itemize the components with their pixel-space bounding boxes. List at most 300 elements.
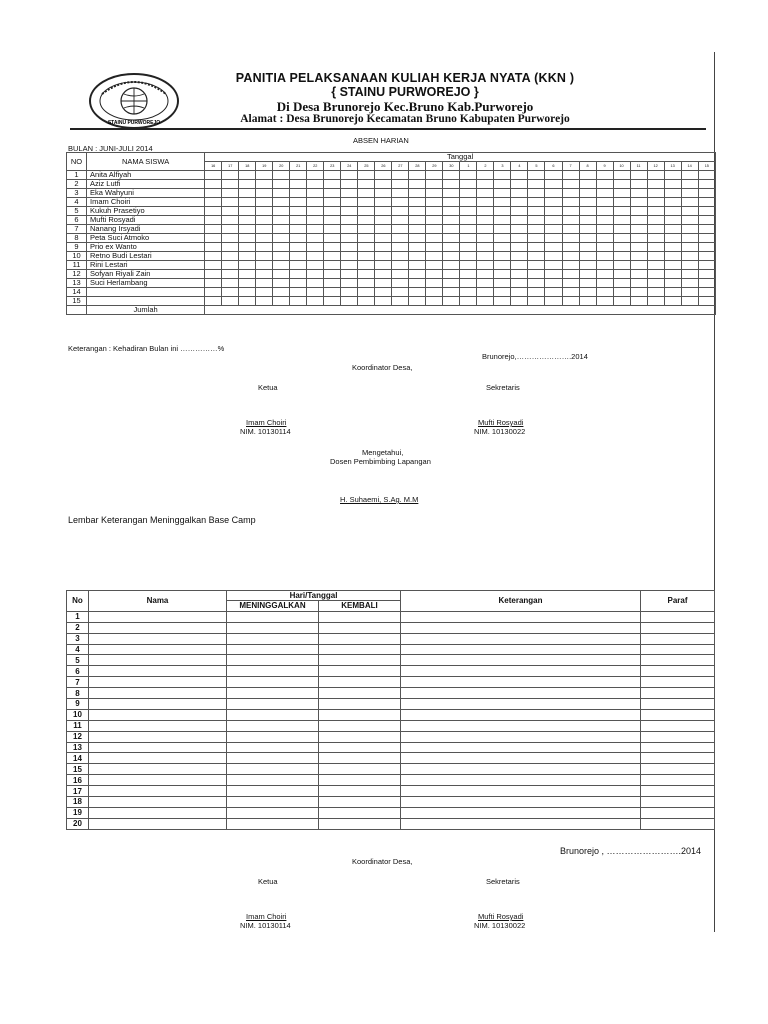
attendance-cell[interactable] <box>358 243 375 252</box>
attendance-cell[interactable] <box>613 216 630 225</box>
attendance-cell[interactable] <box>596 180 613 189</box>
nama-cell[interactable] <box>89 611 227 622</box>
attendance-cell[interactable] <box>307 252 324 261</box>
keterangan-cell[interactable] <box>401 764 641 775</box>
attendance-cell[interactable] <box>273 180 290 189</box>
attendance-cell[interactable] <box>307 216 324 225</box>
kembali-cell[interactable] <box>319 666 401 677</box>
attendance-cell[interactable] <box>477 198 494 207</box>
attendance-cell[interactable] <box>273 189 290 198</box>
keterangan-cell[interactable] <box>401 655 641 666</box>
kembali-cell[interactable] <box>319 611 401 622</box>
keterangan-cell[interactable] <box>401 644 641 655</box>
attendance-cell[interactable] <box>477 252 494 261</box>
attendance-cell[interactable] <box>511 171 528 180</box>
attendance-cell[interactable] <box>528 225 545 234</box>
kembali-cell[interactable] <box>319 655 401 666</box>
attendance-cell[interactable] <box>290 171 307 180</box>
attendance-cell[interactable] <box>664 189 681 198</box>
attendance-cell[interactable] <box>426 207 443 216</box>
attendance-cell[interactable] <box>613 225 630 234</box>
attendance-cell[interactable] <box>205 270 222 279</box>
attendance-cell[interactable] <box>664 297 681 306</box>
attendance-cell[interactable] <box>477 180 494 189</box>
kembali-cell[interactable] <box>319 688 401 699</box>
attendance-cell[interactable] <box>290 180 307 189</box>
attendance-cell[interactable] <box>579 297 596 306</box>
attendance-cell[interactable] <box>545 279 562 288</box>
keterangan-cell[interactable] <box>401 807 641 818</box>
attendance-cell[interactable] <box>375 297 392 306</box>
attendance-cell[interactable] <box>358 252 375 261</box>
attendance-cell[interactable] <box>698 234 715 243</box>
attendance-cell[interactable] <box>596 207 613 216</box>
kembali-cell[interactable] <box>319 677 401 688</box>
attendance-cell[interactable] <box>460 198 477 207</box>
attendance-cell[interactable] <box>494 279 511 288</box>
attendance-cell[interactable] <box>324 198 341 207</box>
attendance-cell[interactable] <box>579 171 596 180</box>
attendance-cell[interactable] <box>256 279 273 288</box>
attendance-cell[interactable] <box>239 270 256 279</box>
attendance-cell[interactable] <box>511 180 528 189</box>
attendance-cell[interactable] <box>664 243 681 252</box>
attendance-cell[interactable] <box>630 207 647 216</box>
attendance-cell[interactable] <box>358 216 375 225</box>
attendance-cell[interactable] <box>698 225 715 234</box>
kembali-cell[interactable] <box>319 699 401 710</box>
attendance-cell[interactable] <box>307 207 324 216</box>
attendance-cell[interactable] <box>256 252 273 261</box>
attendance-cell[interactable] <box>392 180 409 189</box>
attendance-cell[interactable] <box>409 198 426 207</box>
attendance-cell[interactable] <box>443 297 460 306</box>
meninggalkan-cell[interactable] <box>227 775 319 786</box>
attendance-cell[interactable] <box>290 288 307 297</box>
attendance-cell[interactable] <box>256 171 273 180</box>
attendance-cell[interactable] <box>630 216 647 225</box>
attendance-cell[interactable] <box>256 297 273 306</box>
attendance-cell[interactable] <box>579 261 596 270</box>
attendance-cell[interactable] <box>664 270 681 279</box>
attendance-cell[interactable] <box>290 207 307 216</box>
attendance-cell[interactable] <box>545 288 562 297</box>
attendance-cell[interactable] <box>409 225 426 234</box>
attendance-cell[interactable] <box>545 216 562 225</box>
attendance-cell[interactable] <box>460 243 477 252</box>
attendance-cell[interactable] <box>477 189 494 198</box>
paraf-cell[interactable] <box>641 633 715 644</box>
paraf-cell[interactable] <box>641 644 715 655</box>
attendance-cell[interactable] <box>528 198 545 207</box>
attendance-cell[interactable] <box>596 261 613 270</box>
meninggalkan-cell[interactable] <box>227 720 319 731</box>
attendance-cell[interactable] <box>681 288 698 297</box>
paraf-cell[interactable] <box>641 731 715 742</box>
attendance-cell[interactable] <box>409 171 426 180</box>
paraf-cell[interactable] <box>641 655 715 666</box>
attendance-cell[interactable] <box>443 189 460 198</box>
attendance-cell[interactable] <box>443 171 460 180</box>
attendance-cell[interactable] <box>239 180 256 189</box>
attendance-cell[interactable] <box>613 171 630 180</box>
attendance-cell[interactable] <box>630 225 647 234</box>
paraf-cell[interactable] <box>641 807 715 818</box>
attendance-cell[interactable] <box>681 216 698 225</box>
attendance-cell[interactable] <box>545 234 562 243</box>
attendance-cell[interactable] <box>511 225 528 234</box>
attendance-cell[interactable] <box>443 252 460 261</box>
attendance-cell[interactable] <box>494 297 511 306</box>
nama-cell[interactable] <box>89 622 227 633</box>
attendance-cell[interactable] <box>358 279 375 288</box>
attendance-cell[interactable] <box>409 189 426 198</box>
attendance-cell[interactable] <box>613 288 630 297</box>
kembali-cell[interactable] <box>319 807 401 818</box>
attendance-cell[interactable] <box>239 189 256 198</box>
attendance-cell[interactable] <box>528 189 545 198</box>
nama-cell[interactable] <box>89 731 227 742</box>
attendance-cell[interactable] <box>613 198 630 207</box>
attendance-cell[interactable] <box>341 270 358 279</box>
attendance-cell[interactable] <box>647 216 664 225</box>
attendance-cell[interactable] <box>409 270 426 279</box>
attendance-cell[interactable] <box>647 252 664 261</box>
paraf-cell[interactable] <box>641 764 715 775</box>
attendance-cell[interactable] <box>341 252 358 261</box>
attendance-cell[interactable] <box>681 252 698 261</box>
attendance-cell[interactable] <box>528 171 545 180</box>
attendance-cell[interactable] <box>307 261 324 270</box>
attendance-cell[interactable] <box>426 234 443 243</box>
keterangan-cell[interactable] <box>401 775 641 786</box>
attendance-cell[interactable] <box>409 180 426 189</box>
attendance-cell[interactable] <box>307 180 324 189</box>
attendance-cell[interactable] <box>681 279 698 288</box>
attendance-cell[interactable] <box>426 279 443 288</box>
attendance-cell[interactable] <box>647 261 664 270</box>
keterangan-cell[interactable] <box>401 709 641 720</box>
attendance-cell[interactable] <box>205 261 222 270</box>
attendance-cell[interactable] <box>664 225 681 234</box>
attendance-cell[interactable] <box>681 297 698 306</box>
attendance-cell[interactable] <box>596 279 613 288</box>
attendance-cell[interactable] <box>613 279 630 288</box>
attendance-cell[interactable] <box>664 180 681 189</box>
paraf-cell[interactable] <box>641 720 715 731</box>
attendance-cell[interactable] <box>222 297 239 306</box>
attendance-cell[interactable] <box>222 198 239 207</box>
nama-cell[interactable] <box>89 742 227 753</box>
attendance-cell[interactable] <box>562 243 579 252</box>
attendance-cell[interactable] <box>375 252 392 261</box>
attendance-cell[interactable] <box>647 279 664 288</box>
attendance-cell[interactable] <box>205 216 222 225</box>
attendance-cell[interactable] <box>443 261 460 270</box>
attendance-cell[interactable] <box>630 288 647 297</box>
attendance-cell[interactable] <box>562 234 579 243</box>
attendance-cell[interactable] <box>494 198 511 207</box>
nama-cell[interactable] <box>89 709 227 720</box>
attendance-cell[interactable] <box>307 279 324 288</box>
attendance-cell[interactable] <box>256 189 273 198</box>
attendance-cell[interactable] <box>630 297 647 306</box>
attendance-cell[interactable] <box>528 297 545 306</box>
attendance-cell[interactable] <box>681 180 698 189</box>
attendance-cell[interactable] <box>256 216 273 225</box>
attendance-cell[interactable] <box>205 279 222 288</box>
attendance-cell[interactable] <box>460 189 477 198</box>
attendance-cell[interactable] <box>545 252 562 261</box>
attendance-cell[interactable] <box>528 216 545 225</box>
attendance-cell[interactable] <box>324 171 341 180</box>
attendance-cell[interactable] <box>460 279 477 288</box>
attendance-cell[interactable] <box>358 189 375 198</box>
attendance-cell[interactable] <box>630 279 647 288</box>
attendance-cell[interactable] <box>698 270 715 279</box>
attendance-cell[interactable] <box>562 198 579 207</box>
attendance-cell[interactable] <box>681 234 698 243</box>
keterangan-cell[interactable] <box>401 666 641 677</box>
paraf-cell[interactable] <box>641 688 715 699</box>
attendance-cell[interactable] <box>477 243 494 252</box>
attendance-cell[interactable] <box>545 243 562 252</box>
attendance-cell[interactable] <box>239 171 256 180</box>
attendance-cell[interactable] <box>698 243 715 252</box>
attendance-cell[interactable] <box>273 270 290 279</box>
attendance-cell[interactable] <box>375 216 392 225</box>
attendance-cell[interactable] <box>375 288 392 297</box>
attendance-cell[interactable] <box>290 252 307 261</box>
attendance-cell[interactable] <box>460 234 477 243</box>
attendance-cell[interactable] <box>205 243 222 252</box>
kembali-cell[interactable] <box>319 731 401 742</box>
keterangan-cell[interactable] <box>401 720 641 731</box>
attendance-cell[interactable] <box>647 189 664 198</box>
attendance-cell[interactable] <box>477 216 494 225</box>
attendance-cell[interactable] <box>545 270 562 279</box>
keterangan-cell[interactable] <box>401 633 641 644</box>
attendance-cell[interactable] <box>324 207 341 216</box>
attendance-cell[interactable] <box>324 270 341 279</box>
meninggalkan-cell[interactable] <box>227 644 319 655</box>
attendance-cell[interactable] <box>409 297 426 306</box>
meninggalkan-cell[interactable] <box>227 688 319 699</box>
attendance-cell[interactable] <box>392 279 409 288</box>
kembali-cell[interactable] <box>319 818 401 829</box>
paraf-cell[interactable] <box>641 818 715 829</box>
attendance-cell[interactable] <box>256 261 273 270</box>
attendance-cell[interactable] <box>443 225 460 234</box>
attendance-cell[interactable] <box>324 279 341 288</box>
attendance-cell[interactable] <box>307 297 324 306</box>
attendance-cell[interactable] <box>443 234 460 243</box>
attendance-cell[interactable] <box>494 270 511 279</box>
attendance-cell[interactable] <box>545 225 562 234</box>
meninggalkan-cell[interactable] <box>227 742 319 753</box>
attendance-cell[interactable] <box>664 198 681 207</box>
nama-cell[interactable] <box>89 818 227 829</box>
attendance-cell[interactable] <box>426 297 443 306</box>
attendance-cell[interactable] <box>494 261 511 270</box>
kembali-cell[interactable] <box>319 644 401 655</box>
attendance-cell[interactable] <box>562 225 579 234</box>
kembali-cell[interactable] <box>319 775 401 786</box>
attendance-cell[interactable] <box>222 189 239 198</box>
attendance-cell[interactable] <box>239 261 256 270</box>
meninggalkan-cell[interactable] <box>227 677 319 688</box>
attendance-cell[interactable] <box>358 261 375 270</box>
nama-cell[interactable] <box>89 753 227 764</box>
attendance-cell[interactable] <box>613 189 630 198</box>
attendance-cell[interactable] <box>630 270 647 279</box>
attendance-cell[interactable] <box>511 234 528 243</box>
attendance-cell[interactable] <box>528 207 545 216</box>
attendance-cell[interactable] <box>443 216 460 225</box>
attendance-cell[interactable] <box>562 288 579 297</box>
attendance-cell[interactable] <box>205 234 222 243</box>
attendance-cell[interactable] <box>613 243 630 252</box>
attendance-cell[interactable] <box>443 198 460 207</box>
attendance-cell[interactable] <box>239 198 256 207</box>
attendance-cell[interactable] <box>647 297 664 306</box>
attendance-cell[interactable] <box>358 297 375 306</box>
attendance-cell[interactable] <box>290 297 307 306</box>
attendance-cell[interactable] <box>613 234 630 243</box>
meninggalkan-cell[interactable] <box>227 807 319 818</box>
nama-cell[interactable] <box>89 775 227 786</box>
paraf-cell[interactable] <box>641 742 715 753</box>
attendance-cell[interactable] <box>256 207 273 216</box>
attendance-cell[interactable] <box>273 252 290 261</box>
attendance-cell[interactable] <box>545 171 562 180</box>
attendance-cell[interactable] <box>562 189 579 198</box>
attendance-cell[interactable] <box>341 171 358 180</box>
attendance-cell[interactable] <box>698 189 715 198</box>
attendance-cell[interactable] <box>273 171 290 180</box>
meninggalkan-cell[interactable] <box>227 797 319 808</box>
attendance-cell[interactable] <box>375 279 392 288</box>
attendance-cell[interactable] <box>477 279 494 288</box>
attendance-cell[interactable] <box>205 189 222 198</box>
attendance-cell[interactable] <box>579 207 596 216</box>
attendance-cell[interactable] <box>375 189 392 198</box>
attendance-cell[interactable] <box>375 180 392 189</box>
nama-cell[interactable] <box>89 786 227 797</box>
attendance-cell[interactable] <box>528 270 545 279</box>
attendance-cell[interactable] <box>222 225 239 234</box>
attendance-cell[interactable] <box>579 279 596 288</box>
attendance-cell[interactable] <box>392 198 409 207</box>
nama-cell[interactable] <box>89 644 227 655</box>
attendance-cell[interactable] <box>511 252 528 261</box>
attendance-cell[interactable] <box>596 270 613 279</box>
attendance-cell[interactable] <box>392 261 409 270</box>
attendance-cell[interactable] <box>579 243 596 252</box>
attendance-cell[interactable] <box>358 171 375 180</box>
attendance-cell[interactable] <box>613 207 630 216</box>
attendance-cell[interactable] <box>460 216 477 225</box>
attendance-cell[interactable] <box>681 243 698 252</box>
paraf-cell[interactable] <box>641 775 715 786</box>
attendance-cell[interactable] <box>341 189 358 198</box>
attendance-cell[interactable] <box>307 198 324 207</box>
attendance-cell[interactable] <box>426 261 443 270</box>
attendance-cell[interactable] <box>222 270 239 279</box>
attendance-cell[interactable] <box>511 261 528 270</box>
attendance-cell[interactable] <box>324 288 341 297</box>
attendance-cell[interactable] <box>375 171 392 180</box>
attendance-cell[interactable] <box>256 288 273 297</box>
meninggalkan-cell[interactable] <box>227 786 319 797</box>
attendance-cell[interactable] <box>205 252 222 261</box>
attendance-cell[interactable] <box>222 216 239 225</box>
keterangan-cell[interactable] <box>401 677 641 688</box>
meninggalkan-cell[interactable] <box>227 666 319 677</box>
attendance-cell[interactable] <box>443 180 460 189</box>
attendance-cell[interactable] <box>698 180 715 189</box>
attendance-cell[interactable] <box>324 234 341 243</box>
attendance-cell[interactable] <box>375 207 392 216</box>
attendance-cell[interactable] <box>443 243 460 252</box>
keterangan-cell[interactable] <box>401 611 641 622</box>
attendance-cell[interactable] <box>630 180 647 189</box>
attendance-cell[interactable] <box>511 189 528 198</box>
attendance-cell[interactable] <box>647 207 664 216</box>
attendance-cell[interactable] <box>460 171 477 180</box>
attendance-cell[interactable] <box>290 279 307 288</box>
attendance-cell[interactable] <box>681 189 698 198</box>
attendance-cell[interactable] <box>545 189 562 198</box>
paraf-cell[interactable] <box>641 709 715 720</box>
attendance-cell[interactable] <box>426 189 443 198</box>
attendance-cell[interactable] <box>596 189 613 198</box>
kembali-cell[interactable] <box>319 742 401 753</box>
attendance-cell[interactable] <box>239 207 256 216</box>
attendance-cell[interactable] <box>579 225 596 234</box>
attendance-cell[interactable] <box>290 261 307 270</box>
attendance-cell[interactable] <box>409 234 426 243</box>
attendance-cell[interactable] <box>392 189 409 198</box>
attendance-cell[interactable] <box>358 234 375 243</box>
attendance-cell[interactable] <box>426 243 443 252</box>
attendance-cell[interactable] <box>494 234 511 243</box>
kembali-cell[interactable] <box>319 622 401 633</box>
attendance-cell[interactable] <box>392 225 409 234</box>
attendance-cell[interactable] <box>630 189 647 198</box>
attendance-cell[interactable] <box>562 279 579 288</box>
attendance-cell[interactable] <box>494 216 511 225</box>
attendance-cell[interactable] <box>494 180 511 189</box>
attendance-cell[interactable] <box>324 243 341 252</box>
attendance-cell[interactable] <box>477 225 494 234</box>
attendance-cell[interactable] <box>477 270 494 279</box>
attendance-cell[interactable] <box>205 288 222 297</box>
attendance-cell[interactable] <box>698 279 715 288</box>
attendance-cell[interactable] <box>528 180 545 189</box>
attendance-cell[interactable] <box>494 207 511 216</box>
attendance-cell[interactable] <box>460 207 477 216</box>
attendance-cell[interactable] <box>443 279 460 288</box>
attendance-cell[interactable] <box>256 234 273 243</box>
attendance-cell[interactable] <box>392 207 409 216</box>
nama-cell[interactable] <box>89 720 227 731</box>
attendance-cell[interactable] <box>443 270 460 279</box>
attendance-cell[interactable] <box>375 198 392 207</box>
attendance-cell[interactable] <box>494 225 511 234</box>
attendance-cell[interactable] <box>528 261 545 270</box>
attendance-cell[interactable] <box>307 288 324 297</box>
